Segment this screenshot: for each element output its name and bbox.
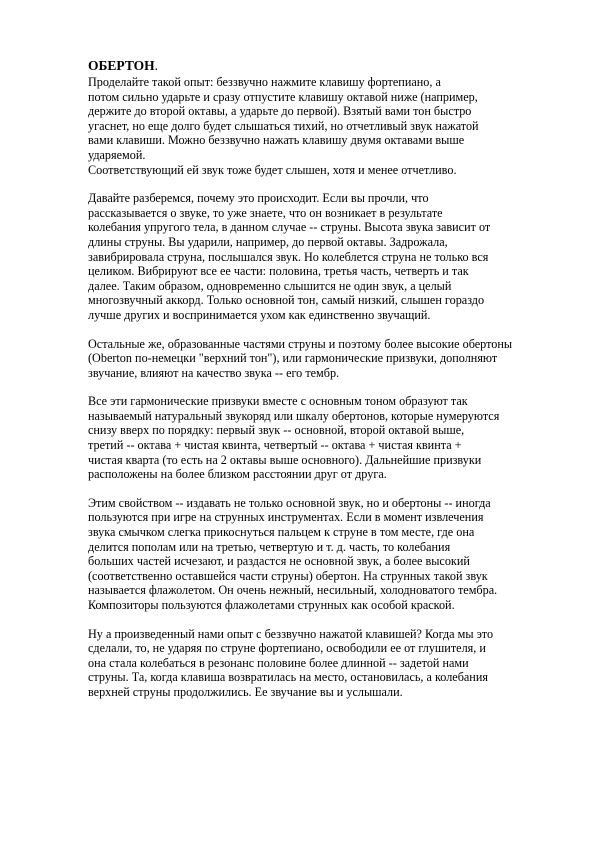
paragraph-6	[88, 496, 558, 613]
text-line: Ну а произведенный нами опыт с беззвучно нажатой клавишей? Когда мы это	[88, 626, 494, 641]
paragraph-4	[88, 337, 558, 381]
text-line: длины струны. Вы ударили, например, до первой октавы. Задрожала,	[88, 234, 448, 249]
text-line: она стала колебаться в резонанс половине более длинной -- задетой нами	[88, 655, 469, 670]
text-line: далее. Таким образом, одновременно слышится не один звук, а целый	[88, 278, 452, 293]
text-line: многозвучный аккорд. Только основной тон, самый низкий, слышен гораздо	[88, 293, 485, 308]
paragraph-5	[88, 394, 558, 482]
text-line: расположены на более близком расстоянии друг от друга.	[88, 467, 387, 482]
text-line: колебания упругого тела, в данном случае -- струны. Высота звука зависит от	[88, 220, 491, 235]
document-page	[88, 58, 558, 714]
text-line: завибрировала струна, послышался звук. Но колеблется струна не только вся	[88, 249, 489, 264]
text-line: струны. Та, когда клавиша возвратилась на место, остановилась, а колебания	[88, 670, 488, 685]
text-line: Композиторы пользуются флажолетами струнных как особой краской.	[88, 598, 455, 612]
paragraph-3	[88, 191, 558, 322]
text-line: снизу вверх по порядку: первый звук -- основной, второй октавой выше,	[88, 423, 465, 438]
text-line: делится пополам или на третью, четвертую и т. д. часть, то колебания	[88, 539, 451, 554]
text-line: (соответственно оставшейся части струны) обертон. На струнных такой звук	[88, 568, 488, 583]
title-punctuation: .	[154, 58, 159, 73]
text-line: (Oberton по-немецки "верхний тон"), или гармонические призвуки, дополняют	[88, 351, 498, 366]
paragraph-2	[88, 163, 558, 178]
text-line: называется флажолетом. Он очень нежный, несильный, холодноватого тембра.	[88, 583, 498, 598]
text-line: угаснет, но еще долго будет слышаться тихий, но отчетливый звук нажатой	[88, 118, 479, 133]
document-body	[88, 75, 558, 700]
text-line: целиком. Вибрируют все ее части: половина, третья часть, четверть и так	[88, 264, 469, 279]
text-line: Этим свойством -- издавать не только основной звук, но и обертоны -- иногда	[88, 495, 491, 510]
text-line: рассказывается о звуке, то уже знаете, что он возникает в результате	[88, 205, 443, 220]
text-line: чистая кварта (то есть на 2 октавы выше основного). Дальнейшие призвуки	[88, 452, 482, 467]
text-line: верхней струны продолжились. Ее звучание вы и услышали.	[88, 684, 403, 699]
text-line: потом сильно ударьте и сразу отпустите клавишу октавой ниже (например,	[88, 89, 478, 104]
text-line: Давайте разберемся, почему это происходит. Если вы прочли, что	[88, 191, 429, 206]
text-line: вами клавиши. Можно беззвучно нажать клавишу двумя октавами выше	[88, 133, 465, 148]
text-line: больших частей исчезают, и раздастся не основной звук, а более высокий	[88, 554, 470, 569]
text-line: пользуются при игре на струнных инструментах. Если в момент извлечения	[88, 510, 484, 525]
paragraph-1	[88, 75, 558, 163]
paragraph-7	[88, 627, 558, 700]
text-line: Все эти гармонические призвуки вместе с основным тоном образуют так	[88, 394, 468, 409]
text-line: Соответствующий ей звук тоже будет слышен, хотя и менее отчетливо.	[88, 162, 457, 177]
text-line: держите до второй октавы, а ударьте до первой). Взятый вами тон быстро	[88, 104, 472, 119]
text-line: третий -- октава + чистая квинта, четвертый -- октава + чистая квинта +	[88, 438, 462, 453]
title-text: ОБЕРТОН	[88, 58, 155, 73]
text-line: звука смычком слегка прикоснуться пальцем к струне в том месте, где она	[88, 525, 475, 540]
text-line: Проделайте такой опыт: беззвучно нажмите клавишу фортепиано, а	[88, 75, 441, 89]
text-line: называемый натуральный звукоряд или шкалу обертонов, которые нумеруются	[88, 408, 500, 423]
text-line: сделали, то, не ударяя по струне фортепиано, освободили ее от глушителя, и	[88, 641, 486, 656]
document-title	[88, 58, 558, 73]
text-line: лучше других и воспринимается ухом как единственно звучащий.	[88, 307, 431, 322]
text-line: Остальные же, образованные частями струны и поэтому более высокие обертоны	[88, 336, 513, 351]
text-line: ударяемой.	[88, 147, 146, 162]
text-line: звучание, влияют на качество звука -- его тембр.	[88, 365, 340, 380]
